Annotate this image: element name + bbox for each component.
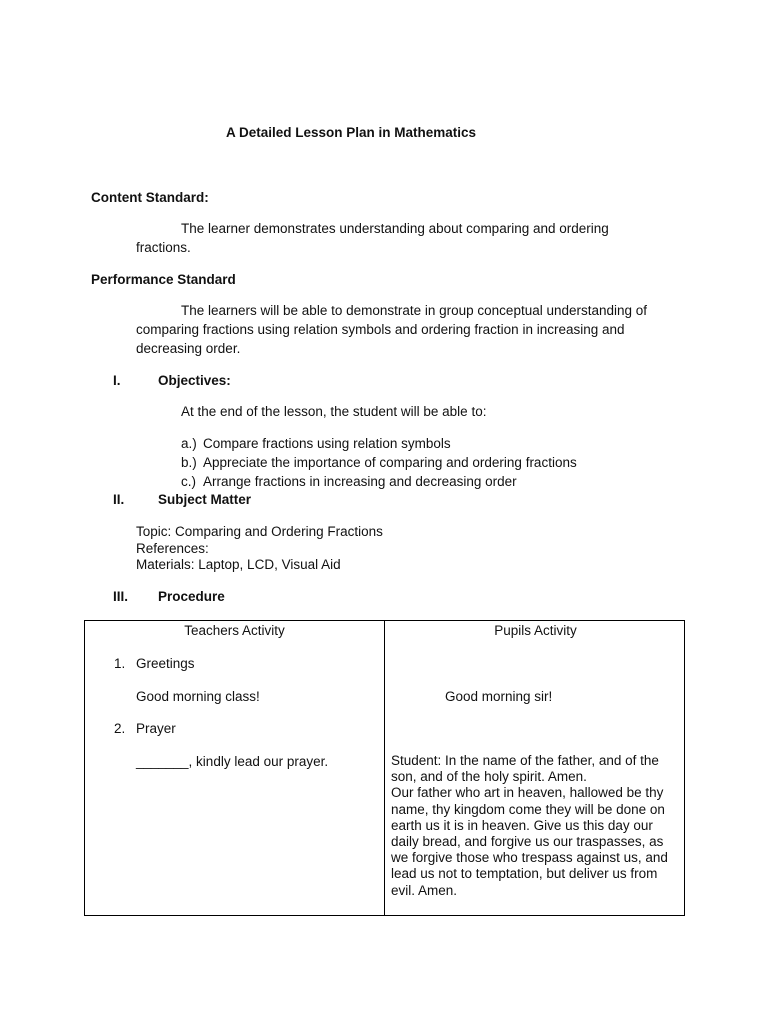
- objective-marker: a.): [181, 436, 197, 451]
- content-standard-heading: Content Standard:: [91, 190, 209, 205]
- performance-standard-line-2: comparing fractions using relation symbols and ordering fraction in increasing and: [136, 322, 625, 337]
- objective-marker: c.): [181, 474, 196, 489]
- item-number: 1.: [114, 656, 126, 671]
- prayer-line: daily bread, and forgive us our traspasses, as: [391, 834, 664, 850]
- prayer-label: Prayer: [136, 721, 176, 736]
- subject-references: References:: [136, 541, 209, 556]
- pupils-activity-header: Pupils Activity: [494, 623, 577, 638]
- teachers-activity-header: Teachers Activity: [184, 623, 285, 638]
- procedure-table: [84, 620, 685, 916]
- prayer-line: lead us not to temptation, but deliver us from: [391, 866, 658, 882]
- objective-marker: b.): [181, 455, 197, 470]
- prayer-line: son, and of the holy spirit. Amen.: [391, 769, 587, 785]
- prayer-line: we forgive those who trespass against us, and: [391, 850, 668, 866]
- prayer-line: evil. Amen.: [391, 882, 458, 898]
- pupil-greeting: Good morning sir!: [445, 689, 553, 704]
- prayer-line: earth us it is in heaven. Give us this day our: [391, 817, 653, 833]
- subject-materials: Materials: Laptop, LCD, Visual Aid: [136, 557, 341, 572]
- prayer-line: Student: In the name of the father, and of the: [391, 753, 659, 768]
- performance-standard-line-1: The learners will be able to demonstrate in group conceptual understanding of: [181, 303, 648, 318]
- item-number: 2.: [114, 721, 126, 736]
- prayer-line: name, thy kingdom come they will be done on: [391, 801, 665, 817]
- teacher-greeting: Good morning class!: [136, 689, 260, 704]
- prayer-line: Our father who art in heaven, hallowed be thy: [391, 785, 664, 801]
- subject-matter-numeral: II.: [113, 492, 125, 507]
- table-column-divider: [384, 621, 385, 915]
- procedure-numeral: III.: [113, 589, 129, 604]
- pupil-prayer-response: [391, 753, 668, 899]
- procedure-heading: Procedure: [158, 589, 225, 604]
- content-standard-line-2: fractions.: [136, 240, 191, 255]
- content-standard-line-1: The learner demonstrates understanding about comparing and ordering: [181, 221, 609, 236]
- objectives-numeral: I.: [113, 373, 121, 388]
- page-title: A Detailed Lesson Plan in Mathematics: [226, 125, 477, 140]
- greetings-label: Greetings: [136, 656, 195, 671]
- subject-topic: Topic: Comparing and Ordering Fractions: [136, 524, 383, 539]
- performance-standard-line-3: decreasing order.: [136, 341, 241, 356]
- objectives-intro: At the end of the lesson, the student will be able to:: [181, 404, 487, 419]
- subject-matter-heading: Subject Matter: [158, 492, 252, 507]
- objective-item: Appreciate the importance of comparing and ordering fractions: [203, 455, 577, 470]
- objective-item: Arrange fractions in increasing and decreasing order: [203, 474, 517, 489]
- performance-standard-heading: Performance Standard: [91, 272, 236, 287]
- objectives-heading: Objectives:: [158, 373, 231, 388]
- teacher-prayer-instruction: _______, kindly lead our prayer.: [136, 754, 329, 769]
- objective-item: Compare fractions using relation symbols: [203, 436, 451, 451]
